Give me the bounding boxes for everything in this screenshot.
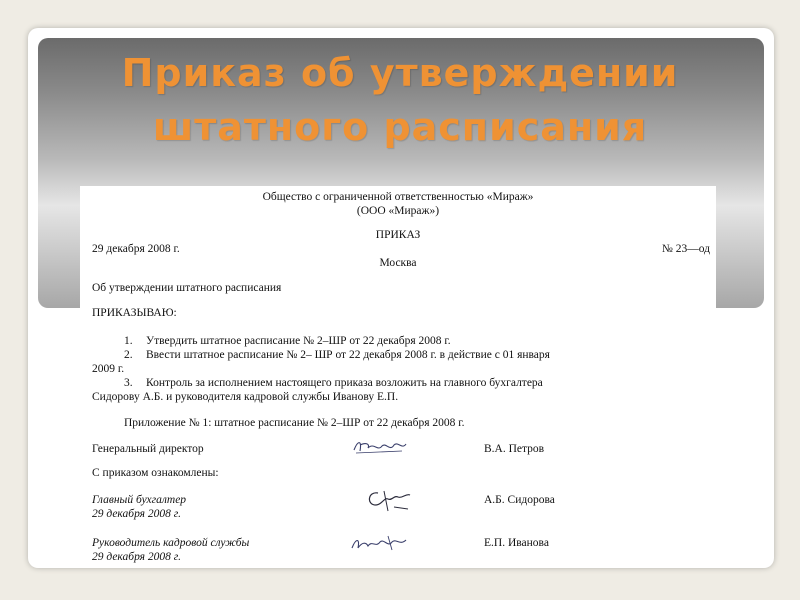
signer-1-signature	[364, 487, 414, 513]
slide-title-line-2: штатного расписания	[152, 105, 648, 149]
org-short-name: (ООО «Мираж»)	[356, 205, 440, 217]
signer-1-name: А.Б. Сидорова	[484, 494, 555, 506]
acquainted-label: С приказом ознакомлены:	[92, 467, 219, 479]
item-3-number: 3.	[124, 377, 133, 389]
director-title: Генеральный директор	[92, 443, 204, 455]
document-type: ПРИКАЗ	[375, 229, 421, 241]
org-name: Общество с ограниченной ответственностью «Мираж»	[262, 191, 534, 203]
director-signature	[352, 436, 408, 458]
document-city: Москва	[379, 257, 417, 269]
document-date: 29 декабря 2008 г.	[92, 243, 180, 255]
appendix-line: Приложение № 1: штатное расписание № 2–ШР от 22 декабря 2008 г.	[124, 417, 465, 429]
director-name: В.А. Петров	[484, 443, 545, 455]
order-word: ПРИКАЗЫВАЮ:	[92, 307, 177, 319]
item-3-text: Контроль за исполнением настоящего приказа возложить на главного бухгалтера	[146, 377, 543, 389]
item-1-text: Утвердить штатное расписание № 2–ШР от 22 декабря 2008 г.	[146, 335, 451, 347]
item-1-number: 1.	[124, 335, 133, 347]
signer-1-date: 29 декабря 2008 г.	[92, 508, 181, 520]
item-3-continuation: Сидорову А.Б. и руководителя кадровой службы Иванову Е.П.	[92, 391, 399, 403]
document-number: № 23—од	[661, 243, 710, 255]
slide-title-line-1: Приказ об утверждении	[121, 51, 679, 95]
signer-1-role: Главный бухгалтер	[92, 494, 187, 506]
signer-2-role: Руководитель кадровой службы	[92, 537, 250, 549]
signer-2-signature	[348, 532, 412, 554]
signer-2-name: Е.П. Иванова	[484, 537, 549, 549]
item-2-number: 2.	[124, 349, 133, 361]
document-scan	[80, 186, 716, 564]
signer-2-date: 29 декабря 2008 г.	[92, 551, 181, 563]
document-subject: Об утверждении штатного расписания	[92, 282, 282, 294]
slide-title	[60, 46, 740, 154]
item-2-continuation: 2009 г.	[92, 363, 125, 375]
item-2-text: Ввести штатное расписание № 2– ШР от 22 декабря 2008 г. в действие с 01 января	[146, 349, 550, 361]
